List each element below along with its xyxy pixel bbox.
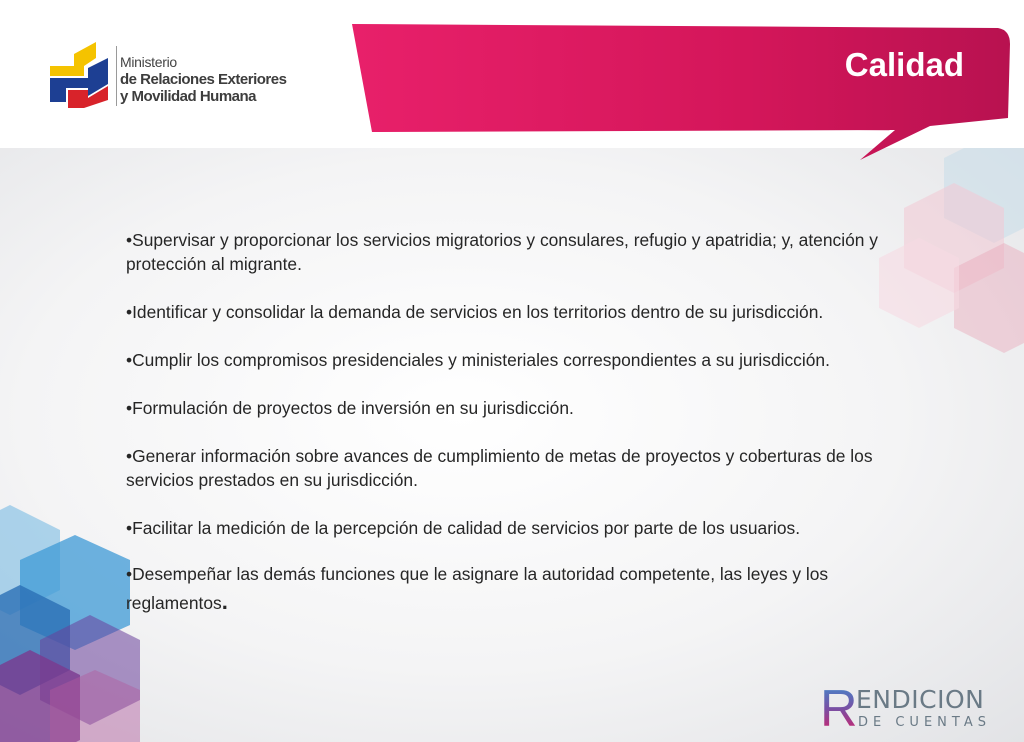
logo-text [120, 54, 286, 105]
bullet-item: •Formulación de proyectos de inversión en su jurisdicción. [126, 398, 574, 418]
slide-title: Calidad [844, 46, 964, 83]
rc-main-text: ENDICION [856, 685, 985, 714]
rc-sub-text: DE CUENTAS [858, 715, 991, 730]
ecuador-arrow-logo-icon [44, 40, 114, 108]
rendicion-de-cuentas-logo [820, 682, 1010, 732]
bullet-item: •Supervisar y proporcionar los servicios migratorios y consulares, refugio y apatridia; y, atención y protección al migrante. [126, 230, 878, 274]
bullet-item: •Identificar y consolidar la demanda de servicios en los territorios dentro de su jurisdicción. [126, 302, 824, 322]
title-banner [350, 18, 1014, 163]
ministry-logo [44, 40, 314, 112]
rc-initial: R [820, 682, 858, 732]
decorative-hexagons-left [0, 500, 145, 742]
bullet-item: •Generar información sobre avances de cumplimiento de metas de proyectos y coberturas de los servicios prestados en su jurisdicción. [126, 446, 873, 490]
bullet-item: •Facilitar la medición de la percepción de calidad de servicios por parte de los usuarios. [126, 518, 801, 538]
final-period: . [221, 589, 228, 614]
logo-line-2: de Relaciones Exteriores [120, 71, 287, 88]
bullet-item-text: •Desempeñar las demás funciones que le asignare la autoridad competente, las leyes y los reglamentos [126, 564, 829, 613]
bullet-list [126, 228, 916, 617]
bullet-item-last [126, 560, 916, 617]
bullet-item: •Cumplir los compromisos presidenciales y ministeriales correspondientes a su jurisdicción. [126, 350, 830, 370]
logo-divider [116, 46, 117, 106]
logo-line-3: y Movilidad Humana [120, 88, 257, 105]
logo-line-1: Ministerio [120, 54, 177, 70]
